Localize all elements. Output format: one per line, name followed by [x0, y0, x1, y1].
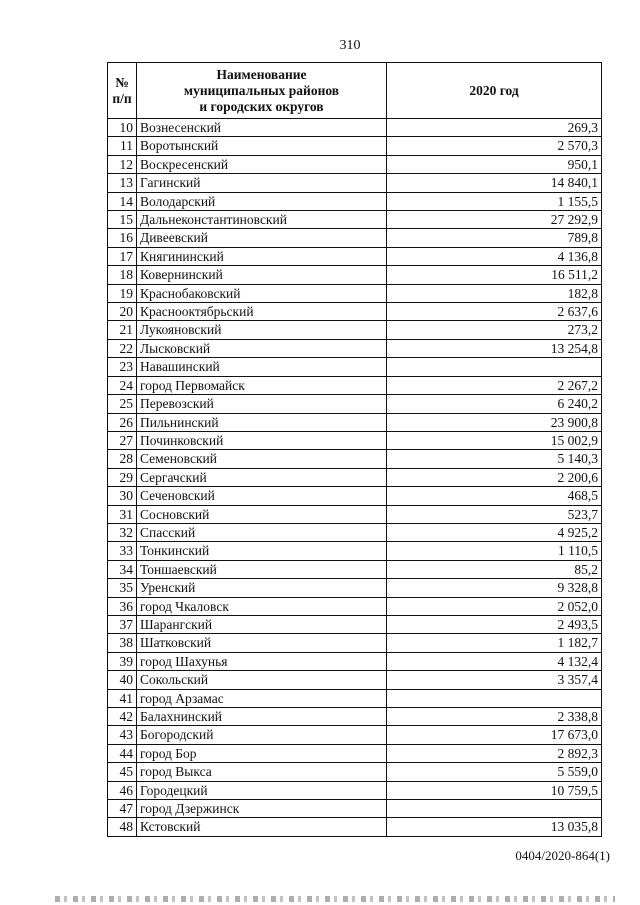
footer-strip — [55, 896, 615, 902]
table-row — [108, 339, 602, 357]
row-value: 269,3 — [387, 119, 602, 137]
row-name: Балахнинский — [137, 708, 387, 726]
table-row — [108, 671, 602, 689]
row-name: Шатковский — [137, 634, 387, 652]
row-number: 48 — [108, 818, 137, 836]
row-number: 21 — [108, 321, 137, 339]
row-number: 27 — [108, 431, 137, 449]
row-value: 468,5 — [387, 487, 602, 505]
row-value: 14 840,1 — [387, 174, 602, 192]
row-name: город Шахунья — [137, 652, 387, 670]
table-row — [108, 505, 602, 523]
row-name: Лысковский — [137, 339, 387, 357]
row-number: 16 — [108, 229, 137, 247]
header-value: 2020 год — [387, 63, 602, 119]
row-name: Воскресенский — [137, 155, 387, 173]
row-number: 26 — [108, 413, 137, 431]
row-number: 32 — [108, 523, 137, 541]
row-value: 2 570,3 — [387, 137, 602, 155]
table-row — [108, 763, 602, 781]
row-value: 13 035,8 — [387, 818, 602, 836]
row-number: 33 — [108, 542, 137, 560]
data-table — [107, 62, 602, 837]
row-name: Городецкий — [137, 781, 387, 799]
row-number: 25 — [108, 395, 137, 413]
row-number: 18 — [108, 266, 137, 284]
row-name: город Бор — [137, 744, 387, 762]
row-name: Княгининский — [137, 247, 387, 265]
row-value: 2 892,3 — [387, 744, 602, 762]
row-number: 35 — [108, 579, 137, 597]
table-row — [108, 744, 602, 762]
row-value: 273,2 — [387, 321, 602, 339]
row-value: 13 254,8 — [387, 339, 602, 357]
row-name: Богородский — [137, 726, 387, 744]
table-row — [108, 523, 602, 541]
row-name: город Арзамас — [137, 689, 387, 707]
table-row — [108, 174, 602, 192]
row-name: Сеченовский — [137, 487, 387, 505]
row-number: 20 — [108, 303, 137, 321]
row-value: 16 511,2 — [387, 266, 602, 284]
row-value — [387, 358, 602, 376]
row-number: 17 — [108, 247, 137, 265]
row-number: 43 — [108, 726, 137, 744]
row-name: Пильнинский — [137, 413, 387, 431]
row-value: 6 240,2 — [387, 395, 602, 413]
row-name: Тонкинский — [137, 542, 387, 560]
table-row — [108, 321, 602, 339]
row-number: 22 — [108, 339, 137, 357]
row-number: 15 — [108, 211, 137, 229]
row-value: 4 132,4 — [387, 652, 602, 670]
table-row — [108, 395, 602, 413]
row-name: город Выкса — [137, 763, 387, 781]
table-body — [108, 119, 602, 837]
table-row — [108, 689, 602, 707]
row-number: 34 — [108, 560, 137, 578]
row-name: Володарский — [137, 192, 387, 210]
row-name: Ковернинский — [137, 266, 387, 284]
row-value: 1 110,5 — [387, 542, 602, 560]
row-name: Краснобаковский — [137, 284, 387, 302]
table-row — [108, 155, 602, 173]
table-row — [108, 247, 602, 265]
row-value: 2 338,8 — [387, 708, 602, 726]
row-value: 4 925,2 — [387, 523, 602, 541]
row-name: Лукояновский — [137, 321, 387, 339]
table-row — [108, 708, 602, 726]
row-number: 13 — [108, 174, 137, 192]
table-row — [108, 358, 602, 376]
table-row — [108, 634, 602, 652]
row-number: 30 — [108, 487, 137, 505]
row-value: 1 155,5 — [387, 192, 602, 210]
row-value: 5 140,3 — [387, 450, 602, 468]
header-num: № п/п — [108, 63, 137, 119]
row-number: 39 — [108, 652, 137, 670]
table-row — [108, 413, 602, 431]
row-name: Дивеевский — [137, 229, 387, 247]
row-value: 182,8 — [387, 284, 602, 302]
row-number: 42 — [108, 708, 137, 726]
table-row — [108, 192, 602, 210]
table-row — [108, 266, 602, 284]
table-row — [108, 818, 602, 836]
table-row — [108, 303, 602, 321]
row-name: Краснооктябрьский — [137, 303, 387, 321]
table-row — [108, 137, 602, 155]
row-number: 31 — [108, 505, 137, 523]
table-row — [108, 542, 602, 560]
row-name: Шарангский — [137, 615, 387, 633]
row-number: 38 — [108, 634, 137, 652]
row-number: 29 — [108, 468, 137, 486]
row-number: 14 — [108, 192, 137, 210]
row-name: Воротынский — [137, 137, 387, 155]
row-number: 47 — [108, 800, 137, 818]
row-number: 11 — [108, 137, 137, 155]
row-number: 46 — [108, 781, 137, 799]
table-row — [108, 560, 602, 578]
table-row — [108, 431, 602, 449]
table-row — [108, 615, 602, 633]
table-row — [108, 119, 602, 137]
row-value: 4 136,8 — [387, 247, 602, 265]
row-name: Спасский — [137, 523, 387, 541]
row-value: 2 052,0 — [387, 597, 602, 615]
row-value: 15 002,9 — [387, 431, 602, 449]
row-number: 44 — [108, 744, 137, 762]
row-value: 2 267,2 — [387, 376, 602, 394]
row-value: 523,7 — [387, 505, 602, 523]
row-number: 28 — [108, 450, 137, 468]
row-name: Сокольский — [137, 671, 387, 689]
page-number: 310 — [339, 38, 361, 53]
row-number: 19 — [108, 284, 137, 302]
row-number: 41 — [108, 689, 137, 707]
row-name: Уренский — [137, 579, 387, 597]
row-value: 23 900,8 — [387, 413, 602, 431]
table-row — [108, 376, 602, 394]
row-name: Семеновский — [137, 450, 387, 468]
row-name: Кстовский — [137, 818, 387, 836]
row-name: Навашинский — [137, 358, 387, 376]
table-row — [108, 781, 602, 799]
row-number: 36 — [108, 597, 137, 615]
row-name: Гагинский — [137, 174, 387, 192]
row-name: Тоншаевский — [137, 560, 387, 578]
table-row — [108, 211, 602, 229]
table-row — [108, 597, 602, 615]
row-value: 950,1 — [387, 155, 602, 173]
row-number: 37 — [108, 615, 137, 633]
row-value: 27 292,9 — [387, 211, 602, 229]
row-number: 24 — [108, 376, 137, 394]
row-name: Сергачский — [137, 468, 387, 486]
row-value: 17 673,0 — [387, 726, 602, 744]
table-row — [108, 450, 602, 468]
row-number: 45 — [108, 763, 137, 781]
row-value: 2 200,6 — [387, 468, 602, 486]
row-number: 23 — [108, 358, 137, 376]
table-row — [108, 726, 602, 744]
table-row — [108, 468, 602, 486]
table-row — [108, 800, 602, 818]
table-row — [108, 284, 602, 302]
row-name: Сосновский — [137, 505, 387, 523]
row-name: город Дзержинск — [137, 800, 387, 818]
row-value: 5 559,0 — [387, 763, 602, 781]
row-number: 10 — [108, 119, 137, 137]
row-value: 85,2 — [387, 560, 602, 578]
table-row — [108, 652, 602, 670]
table-row — [108, 579, 602, 597]
table-row — [108, 229, 602, 247]
row-name: Перевозский — [137, 395, 387, 413]
row-value: 1 182,7 — [387, 634, 602, 652]
row-number: 12 — [108, 155, 137, 173]
row-name: Вознесенский — [137, 119, 387, 137]
row-name: Починковский — [137, 431, 387, 449]
row-value: 2 637,6 — [387, 303, 602, 321]
row-value: 789,8 — [387, 229, 602, 247]
header-name: Наименование муниципальных районов и городских округов — [137, 63, 387, 119]
row-value: 10 759,5 — [387, 781, 602, 799]
row-name: Дальнеконстантиновский — [137, 211, 387, 229]
row-value — [387, 689, 602, 707]
document-code: 0404/2020-864(1) — [515, 848, 610, 863]
row-value: 2 493,5 — [387, 615, 602, 633]
row-value: 9 328,8 — [387, 579, 602, 597]
table-header-row — [108, 63, 602, 119]
row-name: город Чкаловск — [137, 597, 387, 615]
table-row — [108, 487, 602, 505]
row-number: 40 — [108, 671, 137, 689]
row-value: 3 357,4 — [387, 671, 602, 689]
row-name: город Первомайск — [137, 376, 387, 394]
row-value — [387, 800, 602, 818]
